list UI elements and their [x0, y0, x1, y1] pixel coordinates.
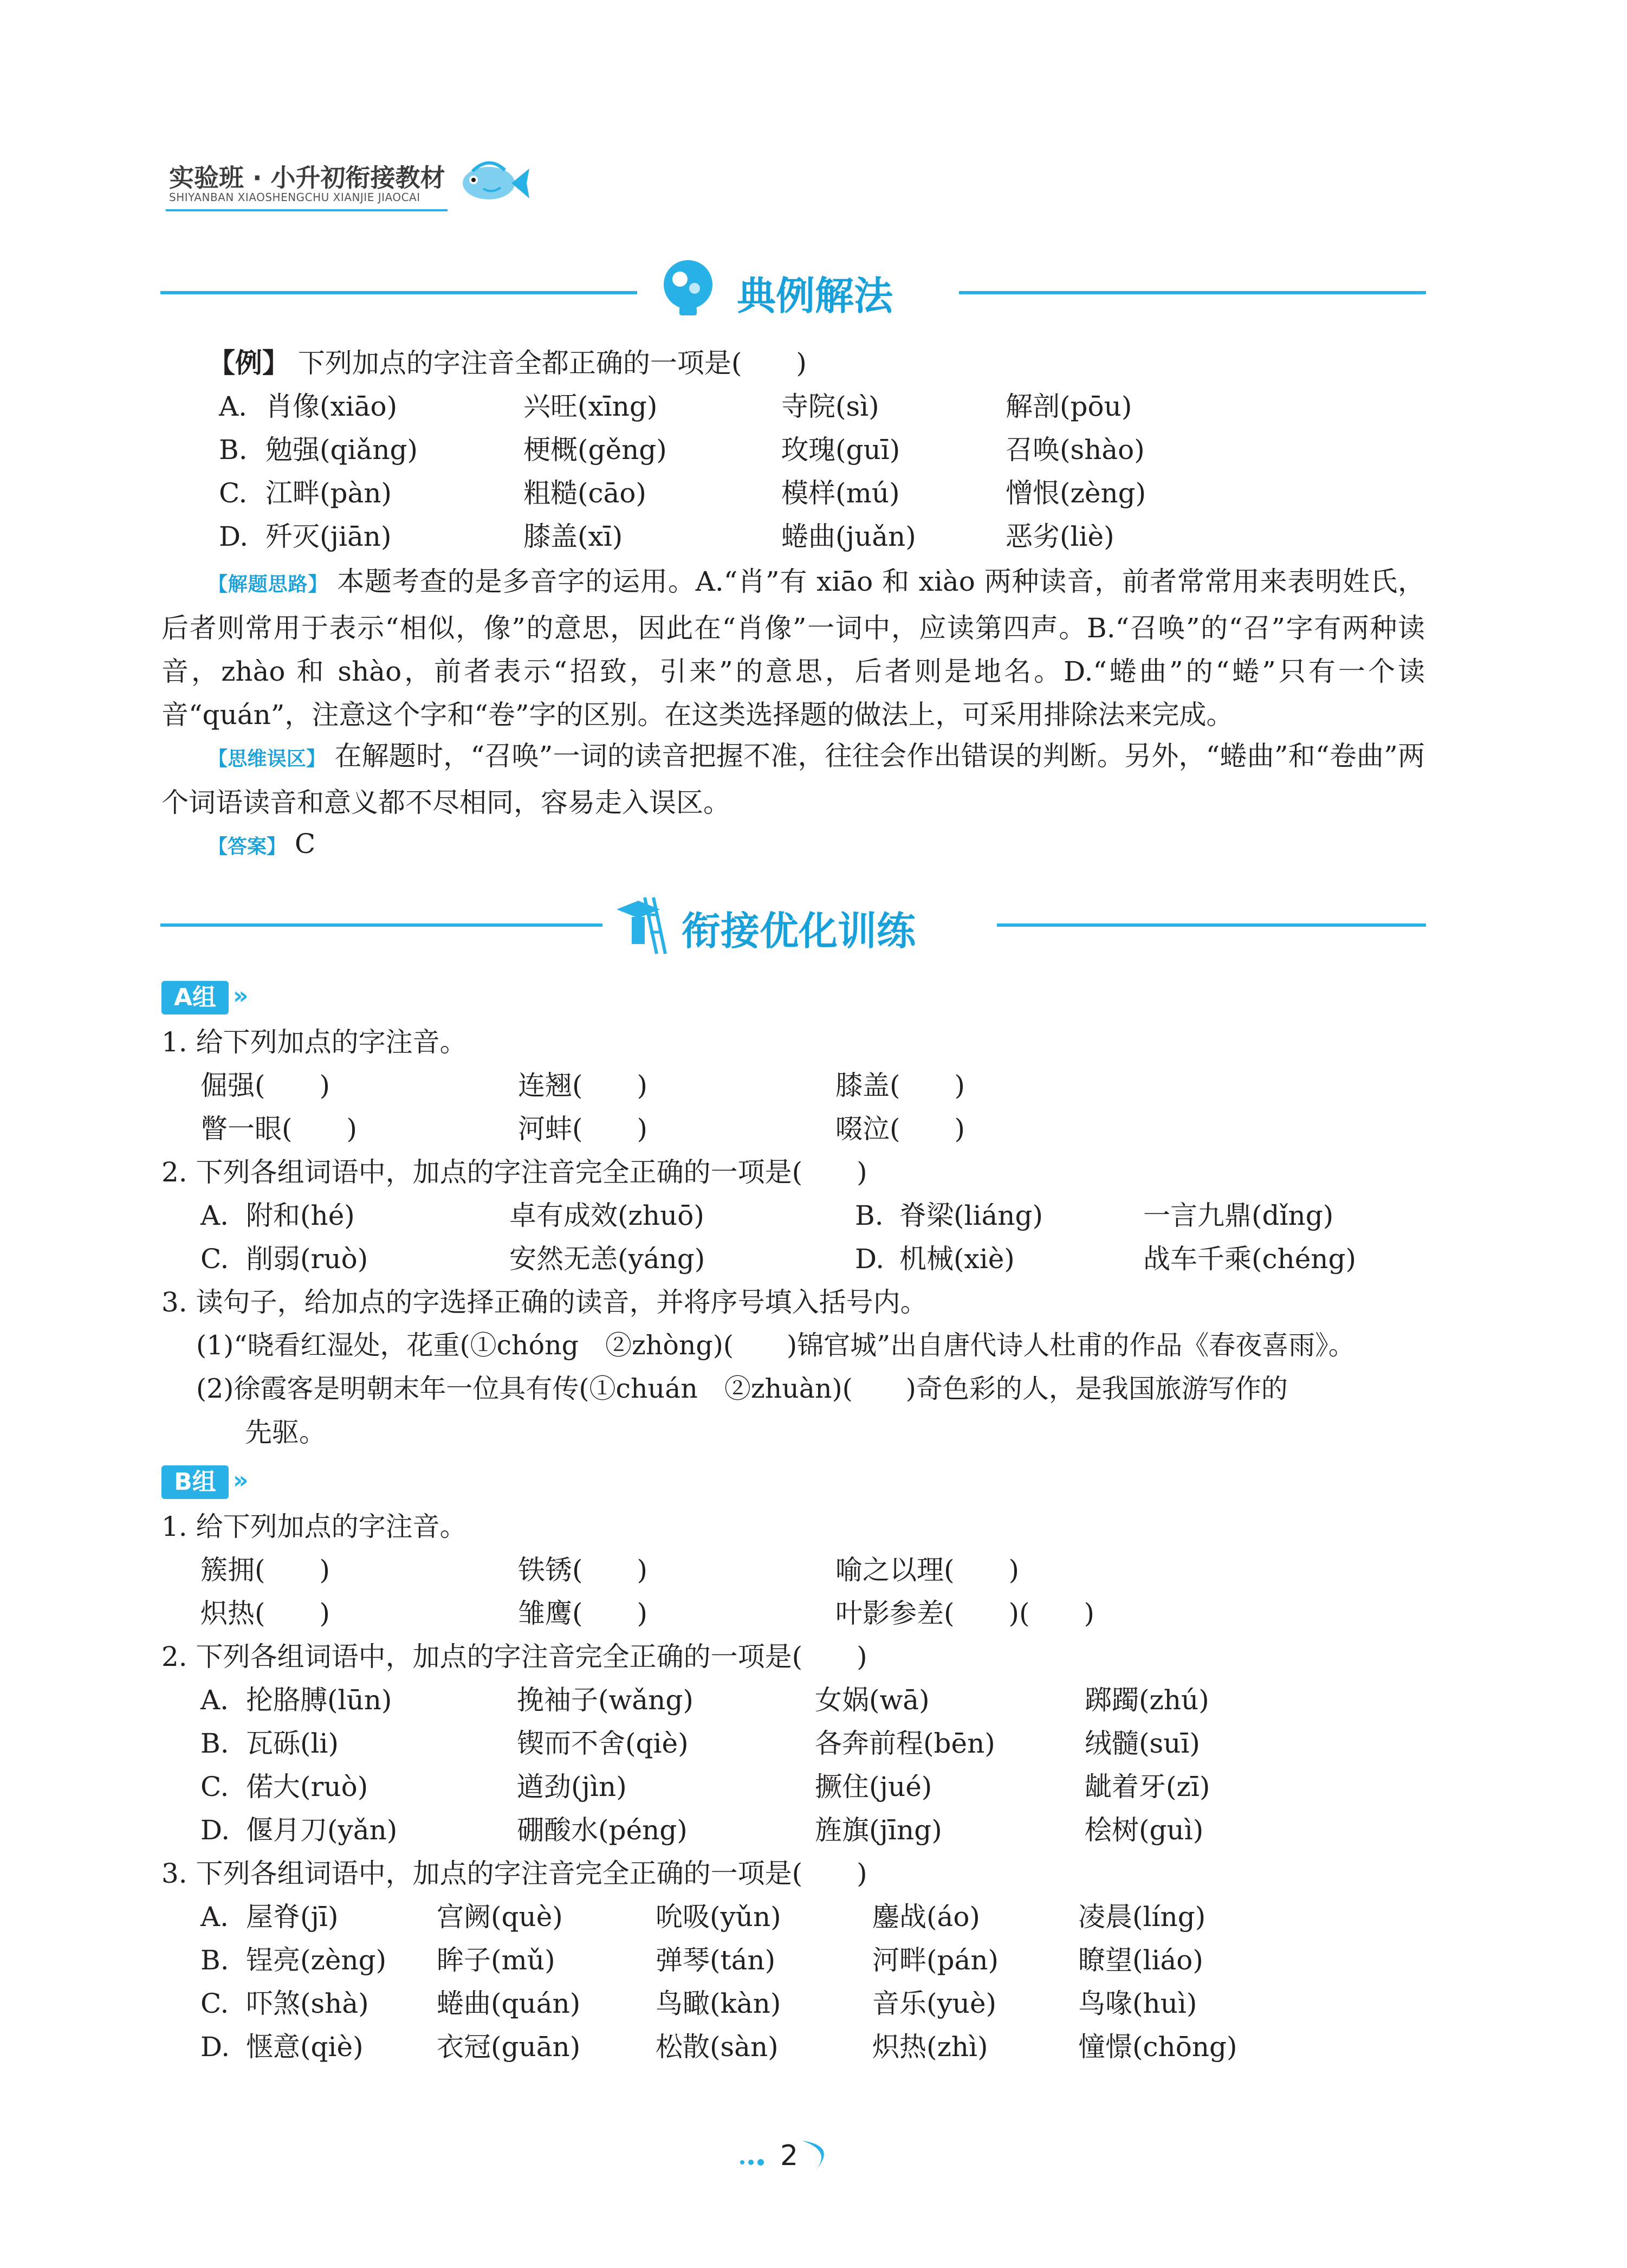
- option-item: 屋脊(jī): [246, 1901, 339, 1933]
- option-item: 凌晨(líng): [1078, 1901, 1206, 1933]
- option-item: 弹琴(tán): [656, 1944, 776, 1976]
- option-item: 歼灭(jiān): [265, 521, 392, 552]
- fill-item: 啜泣( ): [835, 1113, 965, 1145]
- option-label: C.: [200, 1771, 229, 1802]
- option-item: 偃月刀(yǎn): [246, 1814, 398, 1846]
- option-item: 旌旗(jīng): [815, 1814, 942, 1846]
- option-item: 鸟喙(huì): [1078, 1988, 1197, 2019]
- option-item: 战车千乘(chéng): [1143, 1243, 1357, 1275]
- option-item: 膝盖(xī): [523, 521, 623, 552]
- section-line-right: [997, 923, 1426, 927]
- analysis-tag: 【解题思路】: [208, 573, 328, 596]
- option-item: 各奔前程(bēn): [815, 1728, 995, 1759]
- fill-item: 雏鹰( ): [518, 1598, 648, 1629]
- example-question: [208, 347, 807, 379]
- option-item: 瓦砾(li): [246, 1728, 339, 1759]
- option-item: 眸子(mǔ): [437, 1944, 555, 1976]
- mistake-tag: 【思维误区】: [208, 748, 326, 770]
- option-label: D.: [200, 2031, 230, 2063]
- header-underline: [166, 209, 448, 211]
- option-item: 挽袖子(wǎng): [517, 1684, 693, 1716]
- sentence-item: (1)“晓看红湿处，花重(①chóng ②zhòng)( )锦官城”出自唐代诗人杜甫的作品《春夜喜雨》。: [196, 1330, 1355, 1361]
- option-item: 踯躅(zhú): [1085, 1684, 1209, 1716]
- question-stem: 3. 下列各组词语中，加点的字注音完全正确的一项是( ): [161, 1858, 867, 1889]
- option-item: 附和(hé): [246, 1200, 355, 1231]
- fill-item: 倔强( ): [200, 1070, 330, 1101]
- option-item: 宫阙(què): [437, 1901, 563, 1933]
- section-line-left: [160, 923, 602, 927]
- fill-item: 膝盖( ): [835, 1070, 965, 1101]
- option-item: 桧树(guì): [1085, 1814, 1204, 1846]
- option-item: 河畔(pán): [872, 1944, 999, 1976]
- section-title-examples: 典例解法: [737, 273, 893, 319]
- option-item: 吓煞(shà): [246, 1988, 369, 2019]
- option-label: D.: [855, 1243, 885, 1275]
- section-title-practice: 衔接优化训练: [682, 908, 916, 954]
- fish-logo-icon: [451, 150, 532, 215]
- option-item: 蜷曲(quán): [437, 1988, 581, 2019]
- option-item: 抡胳膊(lūn): [246, 1684, 392, 1716]
- analysis-paragraph: [161, 560, 1425, 736]
- option-item: 憎恨(zèng): [1006, 477, 1146, 509]
- option-item: 脊梁(liáng): [899, 1200, 1043, 1231]
- fill-item: 连翘( ): [518, 1070, 648, 1101]
- option-item: 解剖(pōu): [1006, 391, 1132, 422]
- option-item: 恶劣(liè): [1006, 521, 1114, 552]
- option-item: 一言九鼎(dǐng): [1143, 1200, 1334, 1231]
- option-item: 硼酸水(péng): [517, 1814, 688, 1846]
- section-line-right: [959, 291, 1426, 294]
- option-label: D.: [219, 521, 249, 552]
- option-item: 衣冠(guān): [437, 2031, 581, 2063]
- fill-item: 喻之以理( ): [835, 1554, 1020, 1586]
- option-item: 鸟瞰(kàn): [656, 1988, 781, 2019]
- sentence-item: (2)徐霞客是明朝末年一位具有传(①chuán ②zhuàn)( )奇色彩的人，是我国旅游写作的: [196, 1373, 1288, 1404]
- option-item: 吮吸(yǔn): [656, 1901, 781, 1933]
- question-stem: 2. 下列各组词语中，加点的字注音完全正确的一项是( ): [161, 1156, 867, 1188]
- option-item: 炽热(zhì): [872, 2031, 988, 2063]
- example-label: 【例】: [208, 347, 289, 379]
- answer-line: [208, 828, 316, 860]
- option-item: 江畔(pàn): [265, 477, 392, 509]
- option-item: 兴旺(xīng): [523, 391, 658, 422]
- option-label: A.: [219, 391, 248, 422]
- fill-item: 铁锈( ): [518, 1554, 648, 1586]
- option-item: 锲而不舍(qiè): [517, 1728, 689, 1759]
- book-title: 实验班 · 小升初衔接教材: [169, 163, 445, 192]
- option-item: 召唤(shào): [1006, 434, 1145, 466]
- option-item: 肖像(xiāo): [265, 391, 398, 422]
- option-label: A.: [200, 1901, 229, 1933]
- analysis-text: 本题考查的是多音字的运用。A.“肖”有 xiāo 和 xiào 两种读音，前者常常用来表明姓氏，后者则常用于表示“相似，像”的意思，因此在“肖像”一词中，应读第四声。B.“召唤”的“召”字有两种读音，zhào 和 shào，前者表示“招致，引来”的意思，后者则是地名。D.“蜷曲”的“蜷”只有一个读音“quán”，注意这个字和“卷”字的区别。在这类选择题的做法上，可采用排除法来完成。: [161, 566, 1425, 731]
- page-number: 2: [780, 2140, 799, 2172]
- section-line-left: [160, 291, 637, 294]
- answer-value: C: [294, 828, 316, 860]
- option-item: 粗糙(cāo): [523, 477, 646, 509]
- option-item: 音乐(yuè): [872, 1988, 997, 2019]
- option-item: 寺院(sì): [781, 391, 879, 422]
- graduate-ladder-icon: [611, 893, 671, 958]
- option-item: 偌大(ruò): [246, 1771, 368, 1802]
- double-chevron-icon: »: [233, 1466, 249, 1494]
- sentence-continuation: 先驱。: [245, 1417, 326, 1448]
- option-item: 遒劲(jìn): [517, 1771, 627, 1802]
- option-item: 惬意(qiè): [246, 2031, 364, 2063]
- mistake-paragraph: [161, 734, 1425, 824]
- option-item: 安然无恙(yáng): [509, 1243, 705, 1275]
- option-label: B.: [200, 1728, 229, 1759]
- option-item: 梗概(gěng): [523, 434, 667, 466]
- option-label: B.: [219, 434, 248, 466]
- option-item: 松散(sàn): [656, 2031, 779, 2063]
- fill-item: 叶影参差( )( ): [835, 1598, 1095, 1629]
- group-a-badge: A组: [161, 981, 229, 1015]
- option-label: B.: [200, 1944, 229, 1976]
- mistake-text: 在解题时，“召唤”一词的读音把握不准，往往会作出错误的判断。另外，“蜷曲”和“卷曲”两个词语读音和意义都不尽相同，容易走入误区。: [161, 740, 1425, 818]
- fill-item: 河蚌( ): [518, 1113, 648, 1145]
- answer-tag: 【答案】: [208, 836, 287, 858]
- lightbulb-icon: [656, 255, 721, 320]
- question-stem: 3. 读句子，给加点的字选择正确的读音，并将序号填入括号内。: [161, 1287, 928, 1318]
- option-label: A.: [200, 1684, 229, 1716]
- option-label: D.: [200, 1814, 230, 1846]
- option-item: 勉强(qiǎng): [265, 434, 418, 466]
- option-label: C.: [200, 1243, 229, 1275]
- option-item: 女娲(wā): [815, 1684, 930, 1716]
- option-label: C.: [200, 1988, 229, 2019]
- option-label: B.: [855, 1200, 884, 1231]
- fill-item: 瞥一眼( ): [200, 1113, 358, 1145]
- option-item: 卓有成效(zhuō): [509, 1200, 704, 1231]
- option-item: 憧憬(chōng): [1078, 2031, 1237, 2063]
- option-item: 撅住(jué): [815, 1771, 932, 1802]
- option-item: 鏖战(áo): [872, 1901, 980, 1933]
- question-stem: 2. 下列各组词语中，加点的字注音完全正确的一项是( ): [161, 1641, 867, 1672]
- question-stem: 1. 给下列加点的字注音。: [161, 1511, 467, 1542]
- option-item: 绒髓(suī): [1085, 1728, 1200, 1759]
- option-item: 削弱(ruò): [246, 1243, 368, 1275]
- option-label: C.: [219, 477, 248, 509]
- option-item: 模样(mú): [781, 477, 900, 509]
- double-chevron-icon: »: [233, 982, 249, 1010]
- fill-item: 炽热( ): [200, 1598, 330, 1629]
- option-label: A.: [200, 1200, 229, 1231]
- option-item: 锃亮(zèng): [246, 1944, 387, 1976]
- book-subtitle: SHIYANBAN XIAOSHENGCHU XIANJIE JIAOCAI: [169, 191, 420, 204]
- option-item: 瞭望(liáo): [1078, 1944, 1203, 1976]
- fill-item: 簇拥( ): [200, 1554, 330, 1586]
- option-item: 机械(xiè): [899, 1243, 1015, 1275]
- example-question-text: 下列加点的字注音全都正确的一项是( ): [297, 347, 807, 379]
- option-item: 蜷曲(juǎn): [781, 521, 916, 552]
- option-item: 玫瑰(guī): [781, 434, 900, 466]
- question-stem: 1. 给下列加点的字注音。: [161, 1026, 467, 1058]
- group-b-badge: B组: [161, 1465, 229, 1499]
- option-item: 龇着牙(zī): [1085, 1771, 1210, 1802]
